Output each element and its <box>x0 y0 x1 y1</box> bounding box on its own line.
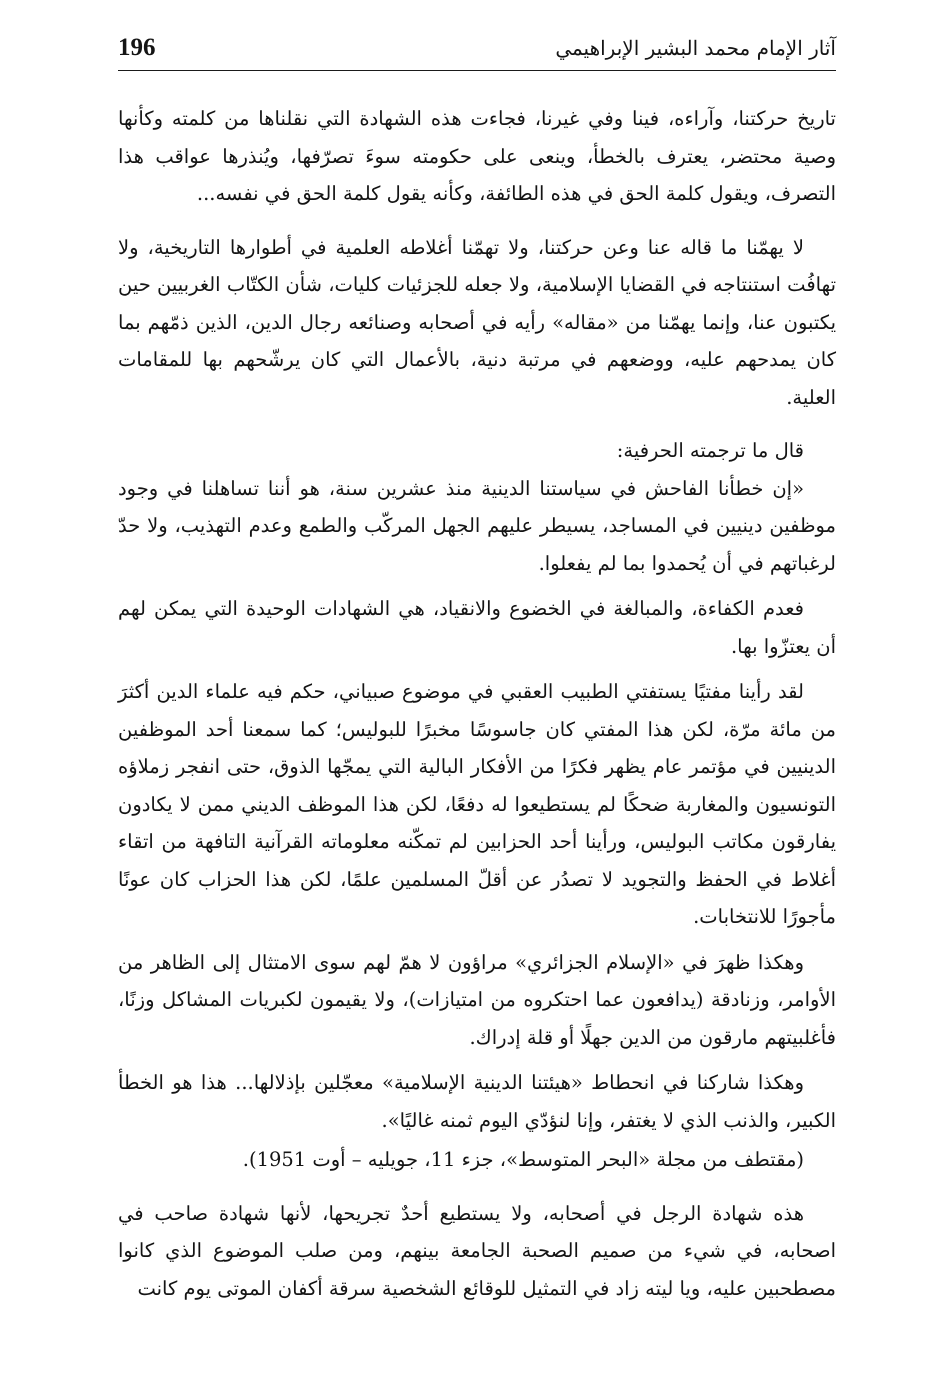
page-header <box>118 30 836 71</box>
running-head-title: آثار الإمام محمد البشير الإبراهيمي <box>555 36 836 60</box>
source-citation: (مقتطف من مجلة «البحر المتوسط»، جزء 11، جويليه – أوت 1951). <box>242 1148 804 1171</box>
body-text <box>118 100 836 1307</box>
quote-paragraph: فعدم الكفاءة، والمبالغة في الخضوع والانقياد، هي الشهادات الوحيدة التي يمكن لهم أن يعتزّوا بها. <box>118 597 836 658</box>
quote-paragraph: وهكذا ظهرَ في «الإسلام الجزائري» مراؤون لا همّ لهم سوى الامتثال إلى الظاهر من الأوامر، وزنادقة (يدافعون عما احتكروه من امتيازات)، ولا يقيمون لكبريات المشاكل وزنًا، فأغلبيتهم مارقون من الدين جهلًا أو قلة إدراك. <box>118 950 836 1049</box>
quote-paragraph: لقد رأينا مفتيًا يستفتي الطبيب العقبي في موضوع صبياني، حكم فيه علماء الدين أكثرَ من مائة مرّة، لكن هذا المفتي كان جاسوسًا مخبرًا للبوليس؛ كما سمعنا أحد الموظفين الدينيين في مؤتمر عام يظهر فكرًا من الأفكار البالية التي يمجّها الذوق، حتى انفجر زملاؤه التونسيون والمغاربة ضحكًا لم يستطيعوا له دفعًا، لكن هذا الموظف الديني ممن لا يكادون يفارقون مكاتب البوليس، ورأينا أحد الحزابين لم تمكّنه معلوماته القرآنية التافهة من اتقاء أغلاط في الحفظ والتجويد لا تصدُر عن أقلّ المسلمين علمًا، لكن هذا الحزاب كان عونًا مأجورًا للانتخابات. <box>118 680 836 928</box>
paragraph: لا يهمّنا ما قاله عنا وعن حركتنا، ولا تهمّنا أغلاطه العلمية في أطوارها التاريخية، ولا تهافُت استنتاجه في القضايا الإسلامية، ولا جعله للجزئيات كليات، شأن الكتّاب الغربيين حين يكتبون عنا، وإنما يهمّنا من «مقاله» رأيه في أصحابه وصنائعه رجال الدين، الذين ذمّهم بما كان يمدحهم عليه، ووضعهم في مرتبة دنية، بالأعمال التي كان يرشّحهم بها للمقامات العلية. <box>118 235 836 409</box>
quote-paragraph: وهكذا شاركنا في انحطاط «هيئتنا الدينية الإسلامية» معجّلين بإذلالها... هذا هو الخطأ الكبير، والذنب الذي لا يغتفر، وإنا لنؤدّي اليوم ثمنه غاليًا». <box>118 1071 836 1132</box>
paragraph-continuation: تاريخ حركتنا، وآراءه، فينا وفي غيرنا، فجاءت هذه الشهادة التي نقلناها من كلمته وكأنها وصية محتضر، يعترف بالخطأ، وينعى على حكومته سوءَ تصرّفها، ويُنذرها عواقب هذا التصرف، ويقول كلمة الحق في هذه الطائفة، وكأنه يقول كلمة الحق في نفسه... <box>118 107 836 205</box>
paragraph: هذه شهادة الرجل في أصحابه، ولا يستطيع أحدٌ تجريحها، لأنها شهادة صاحب في اصحابه، في شيء من صميم الصحبة الجامعة بينهم، ومن صلب الموضوع الذي كانوا مصطحبين عليه، ويا ليته زاد في التمثيل للوقائع الشخصية سرقة أكفان الموتى يوم كانت <box>118 1201 836 1300</box>
quote-intro: قال ما ترجمته الحرفية: <box>616 439 804 462</box>
quote-paragraph: «إن خطأنا الفاحش في سياستنا الدينية منذ عشرين سنة، هو أننا تساهلنا في وجود موظفين دينيين في المساجد، يسيطر عليهم الجهل المركّب والطمع وعدم التهذيب، ولا حدّ لرغباتهم في أن يُحمدوا بما لم يفعلوا. <box>118 476 836 575</box>
page-number: 196 <box>118 34 156 61</box>
